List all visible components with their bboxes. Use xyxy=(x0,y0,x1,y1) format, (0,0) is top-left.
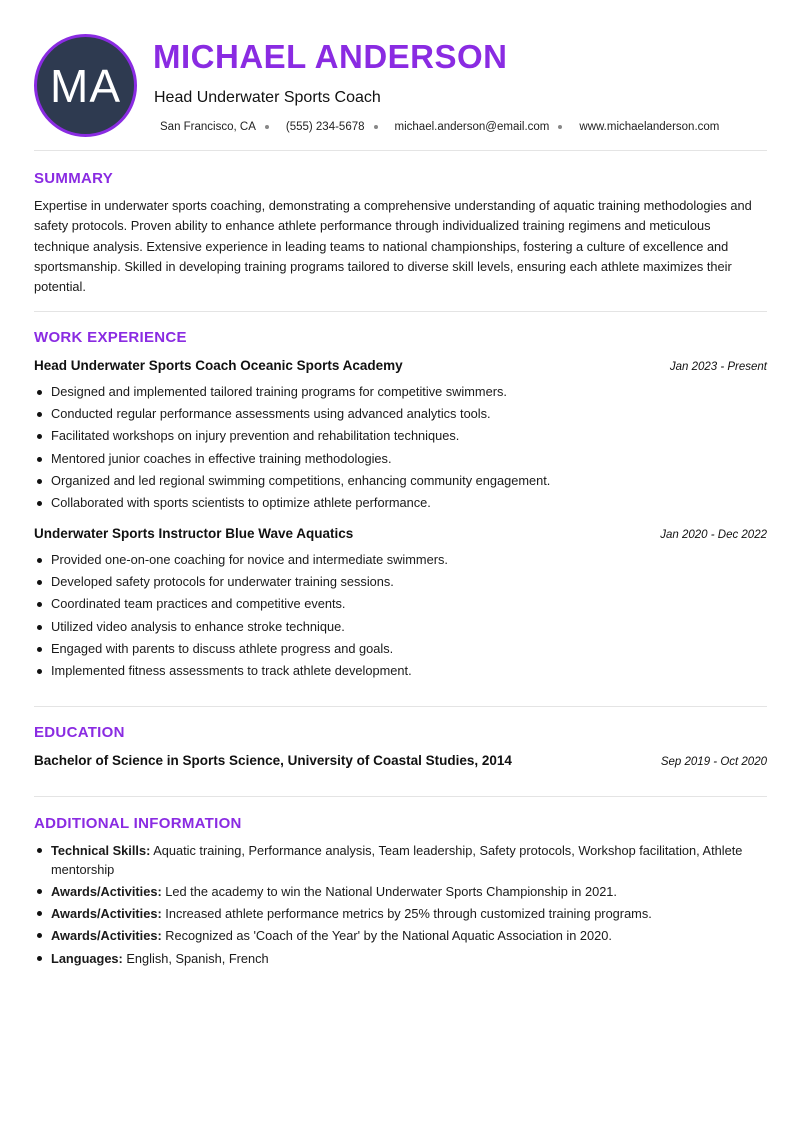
job-bullets xyxy=(34,551,767,684)
list-item xyxy=(34,841,767,879)
candidate-role: Head Underwater Sports Coach xyxy=(154,89,381,106)
list-item: Developed safety protocols for underwater training sessions. xyxy=(34,573,767,595)
dot-separator xyxy=(558,125,562,129)
list-item: Coordinated team practices and competitive events. xyxy=(34,595,767,617)
job-header xyxy=(34,526,767,541)
candidate-name: MICHAEL ANDERSON xyxy=(153,38,508,75)
item-text: Led the academy to win the National Underwater Sports Championship in 2021. xyxy=(161,884,617,899)
divider xyxy=(34,796,767,797)
job-title: Head Underwater Sports Coach Oceanic Sports Academy xyxy=(34,358,403,373)
list-item: Facilitated workshops on injury prevention and rehabilitation techniques. xyxy=(34,427,767,449)
contact-line xyxy=(160,121,719,133)
additional-info-title: ADDITIONAL INFORMATION xyxy=(34,815,242,832)
item-text: English, Spanish, French xyxy=(122,951,269,966)
contact-location: San Francisco, CA xyxy=(160,121,256,133)
work-experience-title: WORK EXPERIENCE xyxy=(34,329,187,346)
list-item: Conducted regular performance assessments using advanced analytics tools. xyxy=(34,405,767,427)
list-item: Collaborated with sports scientists to optimize athlete performance. xyxy=(34,494,767,516)
contact-email: michael.anderson@email.com xyxy=(394,121,550,133)
list-item: Engaged with parents to discuss athlete progress and goals. xyxy=(34,640,767,662)
item-text: Aquatic training, Performance analysis, Team leadership, Safety protocols, Workshop facilitation, Athlete mentorship xyxy=(51,843,743,877)
education-entry xyxy=(34,753,767,768)
summary-text: Expertise in underwater sports coaching, demonstrating a comprehensive understanding of aquatic training methodologies and safety protocols. Proven ability to enhance athlete performance through individualized training regimens and meticulous technique analysis. Extensive experience in leading teams to national championships, fostering a culture of excellence and sportsmanship. Skilled in developing training programs tailored to diverse skill levels, ensuring each athlete maximizes their potential. xyxy=(34,198,752,295)
list-item xyxy=(34,949,767,968)
dot-separator xyxy=(265,125,269,129)
list-item xyxy=(34,904,767,923)
initials-text: MA xyxy=(50,59,121,112)
item-text: Increased athlete performance metrics by 25% through customized training programs. xyxy=(161,906,652,921)
job-header xyxy=(34,358,767,373)
item-label: Awards/Activities: xyxy=(51,928,162,943)
list-item: Utilized video analysis to enhance stroke technique. xyxy=(34,618,767,640)
job-dates: Jan 2023 - Present xyxy=(669,361,767,373)
list-item: Designed and implemented tailored training programs for competitive swimmers. xyxy=(34,383,767,405)
additional-info-list xyxy=(34,841,767,971)
item-label: Languages: xyxy=(51,951,123,966)
item-label: Awards/Activities: xyxy=(51,906,162,921)
list-item: Mentored junior coaches in effective training methodologies. xyxy=(34,450,767,472)
summary-title: SUMMARY xyxy=(34,170,114,187)
degree: Bachelor of Science in Sports Science, University of Coastal Studies, 2014 xyxy=(34,753,512,768)
item-label: Awards/Activities: xyxy=(51,884,162,899)
job-title: Underwater Sports Instructor Blue Wave Aquatics xyxy=(34,526,354,541)
avatar-initials xyxy=(34,34,137,137)
education-dates: Sep 2019 - Oct 2020 xyxy=(660,756,767,768)
education-title: EDUCATION xyxy=(34,724,125,741)
item-text: Recognized as 'Coach of the Year' by the National Aquatic Association in 2020. xyxy=(161,928,612,943)
list-item: Implemented fitness assessments to track athlete development. xyxy=(34,662,767,684)
list-item xyxy=(34,926,767,945)
contact-phone: (555) 234-5678 xyxy=(285,121,365,133)
item-label: Technical Skills: xyxy=(51,843,151,858)
contact-website: www.michaelanderson.com xyxy=(579,121,720,133)
dot-separator xyxy=(374,125,378,129)
divider xyxy=(34,150,767,151)
list-item xyxy=(34,882,767,901)
list-item: Provided one-on-one coaching for novice and intermediate swimmers. xyxy=(34,551,767,573)
divider xyxy=(34,311,767,312)
job-bullets xyxy=(34,383,767,516)
job-dates: Jan 2020 - Dec 2022 xyxy=(660,529,767,541)
list-item: Organized and led regional swimming competitions, enhancing community engagement. xyxy=(34,472,767,494)
divider xyxy=(34,706,767,707)
